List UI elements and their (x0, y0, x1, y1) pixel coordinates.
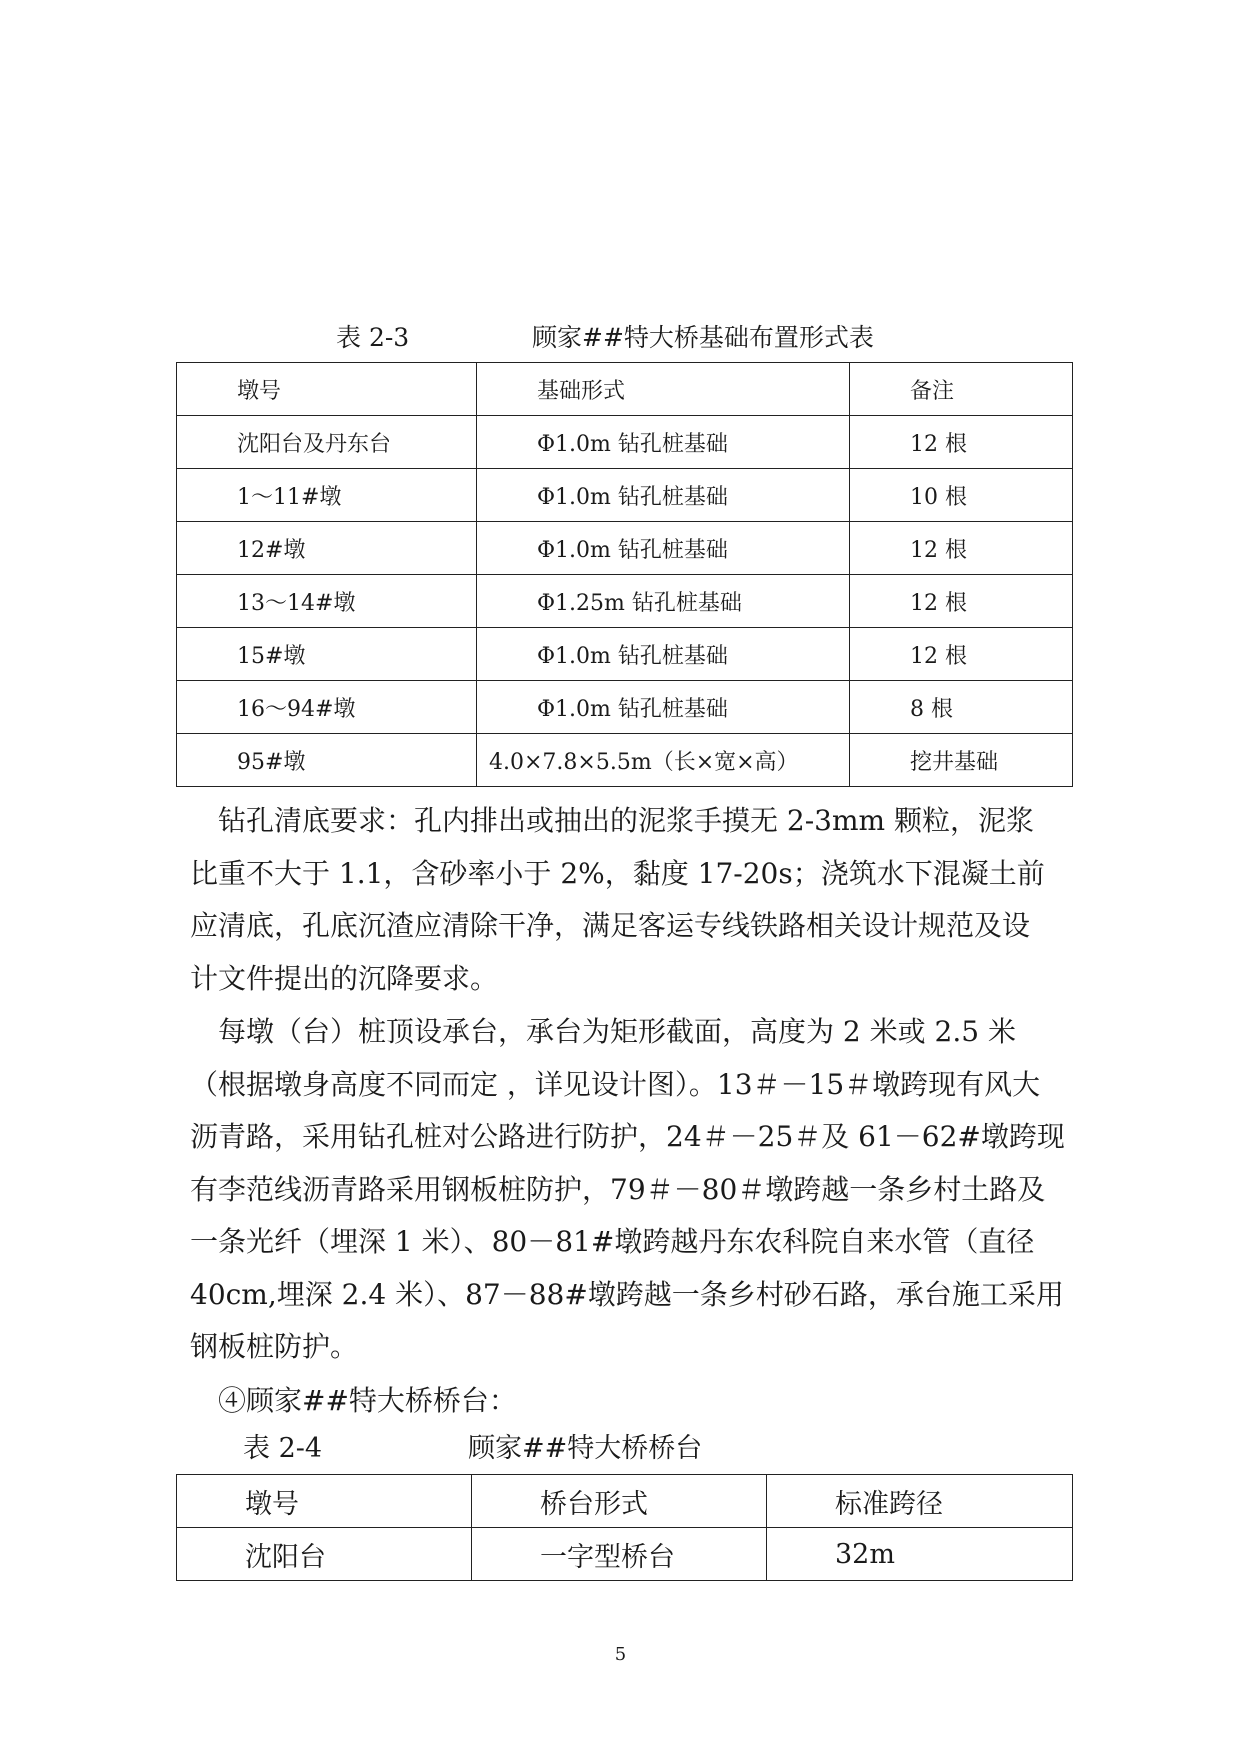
paragraph-line: 40cm,埋深 2.4 米）、87－88#墩跨越一条乡村砂石路，承台施工采用 (190, 1277, 1064, 1311)
table-row (177, 522, 1073, 575)
paragraph-line: 沥青路，采用钻孔桩对公路进行防护，24＃－25＃及 61－62#墩跨现 (190, 1120, 1065, 1153)
foundation-cell: Φ1.25m 钻孔桩基础 (477, 575, 850, 628)
table-header-row (177, 363, 1073, 416)
drilling-cleaning-paragraph (190, 795, 1070, 1005)
table2-caption-title: 顾家##特大桥桥台 (468, 1433, 703, 1464)
table2-caption-number: 表 2-4 (243, 1433, 323, 1464)
remark-cell: 12 根 (850, 522, 1073, 575)
paragraph-line: 应清底，孔底沉渣应清除干净，满足客运专线铁路相关设计规范及设 (190, 909, 1031, 942)
header-standard-span: 标准跨径 (767, 1475, 1073, 1528)
span-cell: 32m (767, 1528, 1073, 1581)
pier-cell: 16～94#墩 (177, 681, 477, 734)
foundation-cell: Φ1.0m 钻孔桩基础 (477, 681, 850, 734)
pier-cell: 1～11#墩 (177, 469, 477, 522)
table1-caption-number: 表 2-3 (336, 323, 410, 352)
foundation-cell: Φ1.0m 钻孔桩基础 (477, 522, 850, 575)
table-row (177, 681, 1073, 734)
remark-cell: 10 根 (850, 469, 1073, 522)
foundation-cell: Φ1.0m 钻孔桩基础 (477, 469, 850, 522)
abutment-table (176, 1474, 1073, 1581)
pier-cell: 95#墩 (177, 734, 477, 787)
header-pier-number: 墩号 (177, 363, 477, 416)
foundation-cell: 4.0×7.8×5.5m（长×宽×高） (477, 734, 850, 787)
paragraph-line: 每墩（台）桩顶设承台，承台为矩形截面，高度为 2 米或 2.5 米 (190, 1015, 1016, 1048)
table-row (177, 469, 1073, 522)
header-foundation-type: 基础形式 (477, 363, 850, 416)
paragraph-line: 有李范线沥青路采用钢板桩防护，79＃－80＃墩跨越一条乡村土路及 (190, 1172, 1046, 1206)
table-row (177, 734, 1073, 787)
header-remarks: 备注 (850, 363, 1073, 416)
pier-cell: 15#墩 (177, 628, 477, 681)
pile-cap-paragraph (190, 1006, 1070, 1374)
foundation-layout-table (176, 362, 1073, 787)
paragraph-line: 比重不大于 1.1，含砂率小于 2%，黏度 17-20s；浇筑水下混凝土前 (190, 856, 1045, 890)
header-abutment-type: 桥台形式 (472, 1475, 767, 1528)
table-row (177, 628, 1073, 681)
abutment-type-cell: 一字型桥台 (472, 1528, 767, 1581)
foundation-cell: Φ1.0m 钻孔桩基础 (477, 416, 850, 469)
pier-cell: 沈阳台及丹东台 (177, 416, 477, 469)
remark-cell: 12 根 (850, 628, 1073, 681)
page-number: 5 (614, 1644, 627, 1665)
foundation-cell: Φ1.0m 钻孔桩基础 (477, 628, 850, 681)
pier-cell: 沈阳台 (177, 1528, 472, 1581)
table-header-row (177, 1475, 1073, 1528)
pier-cell: 13～14#墩 (177, 575, 477, 628)
paragraph-line: （根据墩身高度不同而定 ，详见设计图）。13＃－15＃墩跨现有风大 (190, 1067, 1041, 1101)
table-row (177, 416, 1073, 469)
table-row (177, 1528, 1073, 1581)
remark-cell: 8 根 (850, 681, 1073, 734)
remark-cell: 12 根 (850, 575, 1073, 628)
table1-caption-title: 顾家##特大桥基础布置形式表 (532, 323, 874, 352)
paragraph-line: 一条光纤（埋深 1 米）、80－81#墩跨越丹东农科院自来水管（直径 (190, 1225, 1035, 1258)
remark-cell: 挖井基础 (850, 734, 1073, 787)
paragraph-line: 钢板桩防护。 (190, 1330, 359, 1363)
abutment-section-heading (190, 1375, 1070, 1428)
header-pier-number: 墩号 (177, 1475, 472, 1528)
heading-text: ④顾家##特大桥桥台： (190, 1384, 517, 1417)
pier-cell: 12#墩 (177, 522, 477, 575)
remark-cell: 12 根 (850, 416, 1073, 469)
paragraph-line: 计文件提出的沉降要求。 (190, 961, 499, 995)
paragraph-line: 钻孔清底要求：孔内排出或抽出的泥浆手摸无 2-3mm 颗粒，泥浆 (190, 804, 1034, 837)
table-row (177, 575, 1073, 628)
